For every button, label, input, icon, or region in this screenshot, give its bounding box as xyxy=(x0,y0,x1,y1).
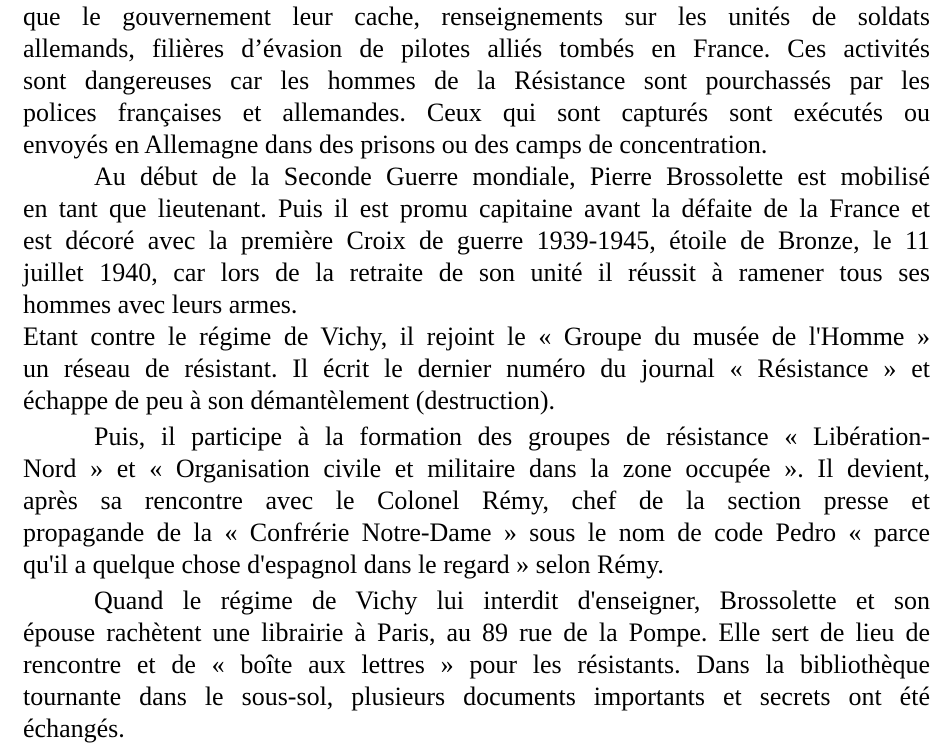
text-line: un réseau de résistant. Il écrit le dernier numéro du journal « Résistance » et xyxy=(23,354,930,383)
text-line: sont dangereuses car les hommes de la Résistance sont pourchassés par les xyxy=(23,66,930,95)
document-page xyxy=(23,1,930,745)
text-line: épouse rachètent une librairie à Paris, au 89 rue de la Pompe. Elle sert de lieu de xyxy=(23,618,930,647)
text-line: Quand le régime de Vichy lui interdit d'enseigner, Brossolette et son xyxy=(94,586,930,615)
text-line: est décoré avec la première Croix de guerre 1939-1945, étoile de Bronze, le 11 xyxy=(23,226,930,255)
text-line: qu'il a quelque chose d'espagnol dans le regard » selon Rémy. xyxy=(23,550,664,579)
text-line: échangés. xyxy=(23,714,125,743)
text-line: en tant que lieutenant. Puis il est promu capitaine avant la défaite de la France et xyxy=(23,194,930,223)
text-line: propagande de la « Confrérie Notre-Dame » sous le nom de code Pedro « parce xyxy=(23,518,930,547)
paragraph-1 xyxy=(23,1,930,161)
text-line: Nord » et « Organisation civile et militaire dans la zone occupée ». Il devient, xyxy=(23,454,930,483)
text-line: juillet 1940, car lors de la retraite de son unité il réussit à ramener tous ses xyxy=(23,258,930,287)
paragraph-3 xyxy=(23,321,930,417)
text-line: échappe de peu à son démantèlement (destruction). xyxy=(23,386,556,415)
text-line: Puis, il participe à la formation des groupes de résistance « Libération- xyxy=(94,422,930,451)
text-line: allemands, filières d’évasion de pilotes alliés tombés en France. Ces activités xyxy=(23,34,930,63)
text-line: envoyés en Allemagne dans des prisons ou des camps de concentration. xyxy=(23,130,768,159)
text-line: Etant contre le régime de Vichy, il rejoint le « Groupe du musée de l'Homme » xyxy=(23,322,930,351)
text-line: polices françaises et allemandes. Ceux qui sont capturés sont exécutés ou xyxy=(23,98,930,127)
text-line: rencontre et de « boîte aux lettres » pour les résistants. Dans la bibliothèque xyxy=(23,650,930,679)
text-line: tournante dans le sous-sol, plusieurs documents importants et secrets ont été xyxy=(23,682,930,711)
paragraph-5 xyxy=(23,585,930,745)
text-line: que le gouvernement leur cache, renseignements sur les unités de soldats xyxy=(23,2,930,31)
text-line: après sa rencontre avec le Colonel Rémy, chef de la section presse et xyxy=(23,486,930,515)
text-line: Au début de la Seconde Guerre mondiale, Pierre Brossolette est mobilisé xyxy=(94,162,930,191)
paragraph-4 xyxy=(23,421,930,581)
text-line: hommes avec leurs armes. xyxy=(23,290,298,319)
paragraph-2 xyxy=(23,161,930,321)
